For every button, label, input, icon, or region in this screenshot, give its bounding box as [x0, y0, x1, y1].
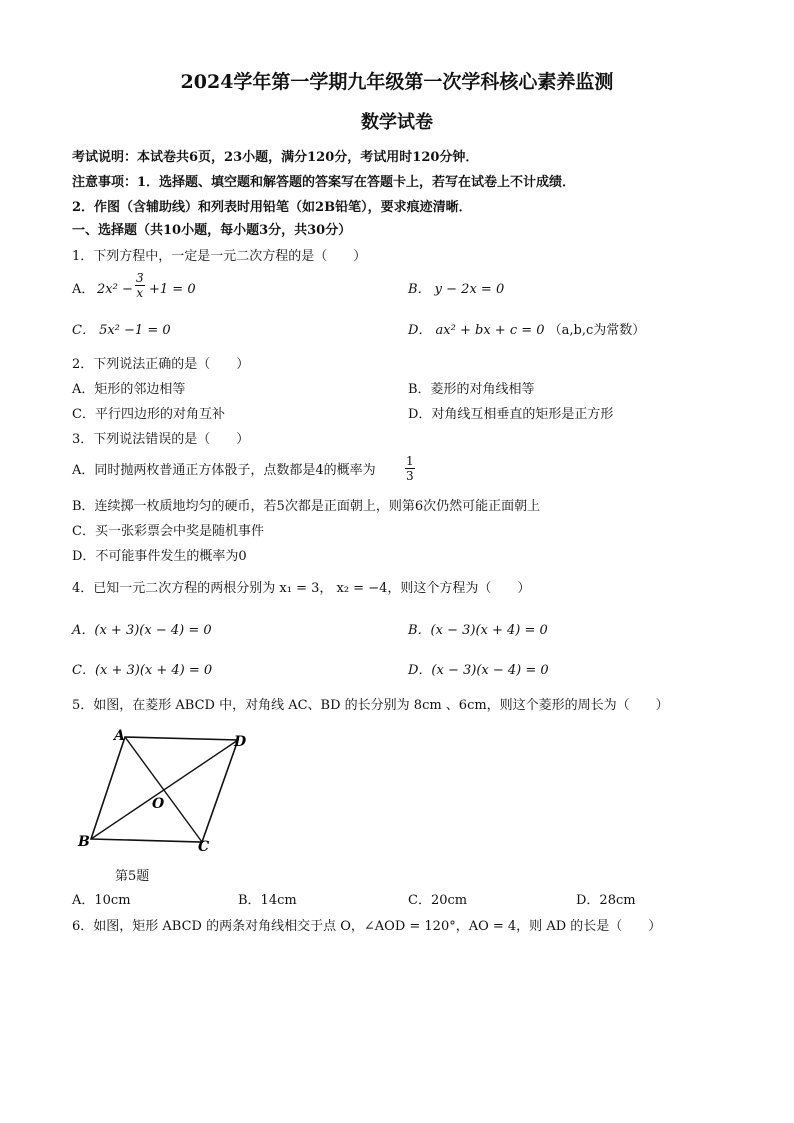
- exam-instructions: 考试说明：本试卷共6页，23小题，满分120分，考试用时120分钟．: [72, 150, 479, 165]
- q2-option-a: A．矩形的邻边相等: [72, 382, 186, 397]
- q1-option-d-expr: D． ax² + bx + c = 0: [408, 323, 545, 338]
- q4-option-b: B．(x − 3)(x + 4) = 0: [408, 623, 548, 638]
- q1-a-frac-den: x: [136, 286, 144, 300]
- q5-stem: 5．如图，在菱形 ABCD 中，对角线 AC、BD 的长分别为 8cm 、6cm，则这个菱形的周长为（ ）: [72, 698, 669, 713]
- q2-option-c: C．平行四边形的对角互补: [72, 407, 225, 422]
- exam-notes-2: 2．作图（含辅助线）和列表时用铅笔（如2B铅笔），要求痕迹清晰．: [72, 200, 472, 215]
- q1-option-d-note: （a,b,c为常数）: [548, 323, 646, 338]
- q4-option-d: D．(x − 3)(x − 4) = 0: [408, 663, 549, 678]
- q1-option-b: B． y − 2x = 0: [408, 282, 505, 297]
- q3-a-frac-den: 3: [406, 469, 414, 483]
- q5-option-a: A．10cm: [72, 893, 131, 908]
- vertex-label-b: B: [78, 834, 90, 850]
- q3-option-a-fraction: [405, 454, 415, 483]
- q4-option-c: C．(x + 3)(x + 4) = 0: [72, 663, 213, 678]
- q1-option-c: C． 5x² −1 = 0: [72, 323, 171, 338]
- q5-option-d: D．28cm: [576, 893, 636, 908]
- q1-option-a-fraction: [135, 271, 145, 300]
- q3-option-a: A．同时抛两枚普通正方体骰子，点数都是4的概率为: [72, 463, 376, 478]
- exam-title: 2024学年第一学期九年级第一次学科核心素养监测: [180, 71, 614, 93]
- vertex-label-d: D: [234, 734, 247, 750]
- q3-option-c: C．买一张彩票会中奖是随机事件: [72, 524, 264, 539]
- q5-option-b: B．14cm: [238, 893, 297, 908]
- q1-option-a-expr-left: 2x² −: [97, 282, 133, 297]
- exam-notes-1: 注意事项：1．选择题、填空题和解答题的答案写在答题卡上，若写在试卷上不计成绩．: [72, 175, 576, 190]
- exam-subtitle: 数学试卷: [361, 112, 433, 133]
- q1-stem: 1．下列方程中，一定是一元二次方程的是（ ）: [72, 249, 367, 264]
- section-heading-choice: 一、选择题（共10小题，每小题3分，共30分）: [72, 223, 352, 238]
- diagonal-bd: [91, 740, 238, 839]
- q1-a-frac-num: 3: [136, 271, 144, 285]
- q2-option-b: B．菱形的对角线相等: [408, 382, 535, 397]
- vertex-label-a: A: [114, 728, 125, 744]
- vertex-label-c: C: [198, 839, 210, 855]
- q2-option-d: D．对角线互相垂直的矩形是正方形: [408, 407, 614, 422]
- q3-option-d: D．不可能事件发生的概率为0: [72, 549, 247, 564]
- q3-stem: 3．下列说法错误的是（ ）: [72, 432, 250, 447]
- q6-stem: 6．如图，矩形 ABCD 的两条对角线相交于点 O，∠AOD = 120°，AO = 4，则 AD 的长是（ ）: [72, 919, 662, 934]
- q3-a-frac-num: 1: [406, 454, 414, 468]
- q2-stem: 2．下列说法正确的是（ ）: [72, 357, 250, 372]
- q5-figure-caption: 第5题: [115, 869, 150, 884]
- q1-option-a-label: A．: [72, 282, 95, 297]
- q4-option-a: A．(x + 3)(x − 4) = 0: [72, 623, 212, 638]
- center-label-o: O: [152, 796, 165, 812]
- q3-option-b: B．连续掷一枚质地均匀的硬币，若5次都是正面朝上，则第6次仍然可能正面朝上: [72, 499, 541, 514]
- q5-rhombus-figure: [72, 722, 272, 862]
- q1-option-a-expr-right: +1 = 0: [149, 282, 196, 297]
- q5-option-c: C．20cm: [408, 893, 468, 908]
- q1-option-d: [408, 323, 645, 339]
- q4-stem: 4．已知一元二次方程的两根分别为 x₁ = 3， x₂ = −4，则这个方程为（ ）: [72, 581, 531, 596]
